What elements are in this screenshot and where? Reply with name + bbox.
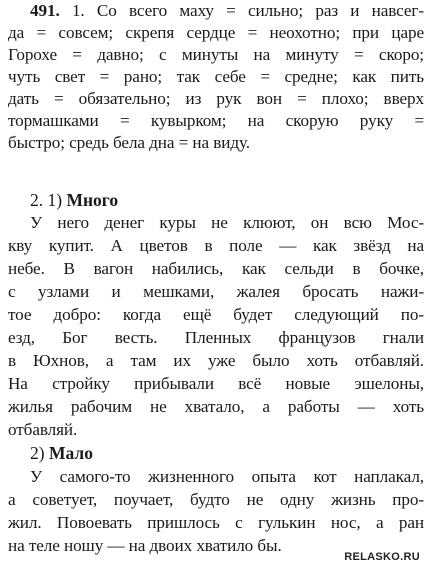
section3-line: У самого-то жизненного опыта кот наплакал, xyxy=(30,467,424,486)
part1-line: быстро; средь бела дна = на виду. xyxy=(8,133,250,152)
part1-line: дать = обязательно; из рук вон = плохо; вверх xyxy=(8,89,424,108)
section3-line: на теле ношу — на двоих хватило бы. xyxy=(8,536,282,555)
section-title: Много xyxy=(66,190,119,210)
section2-line: У него денег куры не клюют, он всю Мос- xyxy=(30,213,424,232)
section-prefix: 2) xyxy=(30,443,45,463)
section2-line: жилья рабочим не хватало, а работы — хоть xyxy=(8,397,424,416)
section2-line: езд, Бог весть. Пленных французов гнали xyxy=(8,328,424,347)
section2-line: На стройку прибывали всё новые эшелоны, xyxy=(8,374,424,393)
part1-line: Горохе = давно; с минуты на минуту = скоро; xyxy=(8,45,424,64)
section-prefix: 2. 1) xyxy=(30,190,63,210)
section3-line: жил. Повоевать пришлось с гулькин нос, а ран xyxy=(8,513,424,532)
section3-line: а советует, поучает, будто не одну жизнь про- xyxy=(8,490,424,509)
section2-line: отбавляй. xyxy=(8,420,78,439)
section2-line: тое добро: когда ещё будет следующий по- xyxy=(8,305,424,324)
section-heading-mnogo xyxy=(30,189,118,211)
section-title: Мало xyxy=(48,443,93,463)
part1-line: чуть свет = рано; так себе = средне; как пить xyxy=(8,67,424,86)
exercise-number: 491. xyxy=(30,1,60,20)
section2-line: кву купит. А цветов в поле — как звёзд на xyxy=(8,236,424,255)
section2-line: небе. В вагон набились, как сельди в бочке, xyxy=(8,259,424,278)
section2-line: с узлами и мешками, жалея бросать нажи- xyxy=(8,282,424,301)
part1-line-text: 1. Со всего маху = сильно; раз и навсег- xyxy=(71,1,425,20)
section-heading-malo xyxy=(30,442,93,464)
section2-line: в Юхнов, а там их уже было хоть отбавляй. xyxy=(8,351,424,370)
part1-line: да = совсем; скрепя сердце = неохотно; при царе xyxy=(8,23,424,42)
part1-line: тормашками = кувырком; на скорую руку = xyxy=(8,111,424,130)
watermark: RELASKO.RU xyxy=(344,551,420,563)
part1-line xyxy=(30,0,424,22)
